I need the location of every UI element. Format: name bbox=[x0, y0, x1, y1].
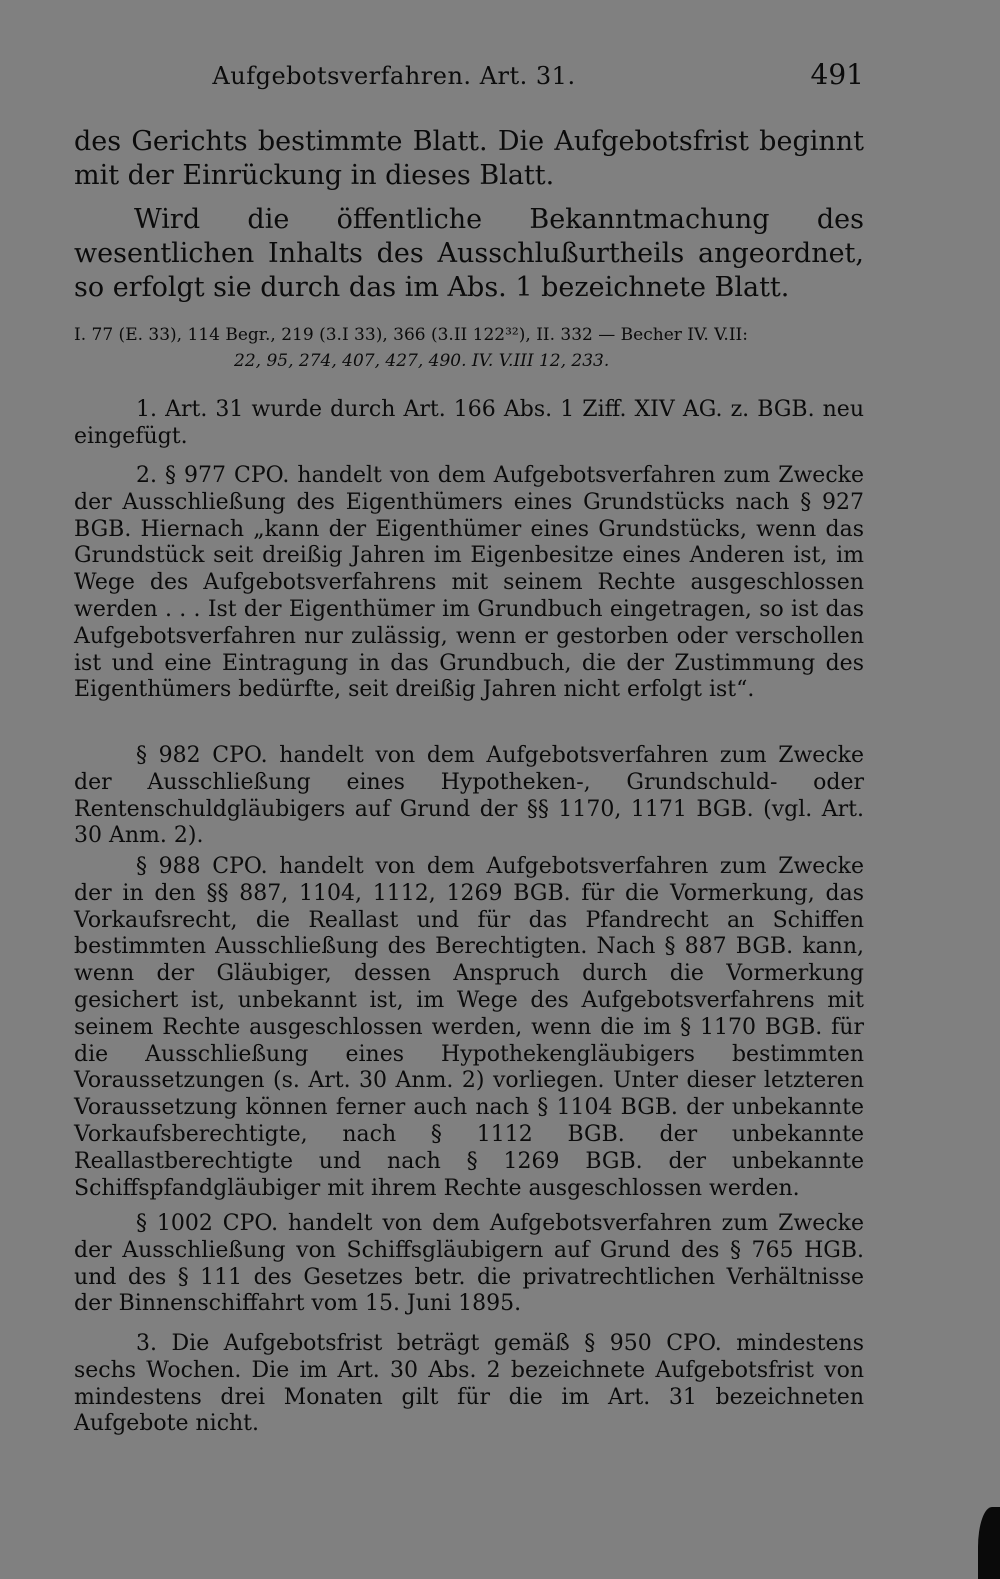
document-page bbox=[74, 0, 864, 1579]
note-2-section-1002: § 1002 CPO. handelt von dem Aufgebotsverfahren zum Zwecke der Ausschließung von Schiffsgläubigern auf Grund des § 765 HGB. und des § 111 des Gesetzes betr. die privatrechtlichen Verhältnisse der Binnenschiffahrt vom 15. Juni 1895. bbox=[74, 1211, 864, 1317]
note-1: 1. Art. 31 wurde durch Art. 166 Abs. 1 Ziff. XIV AG. z. BGB. neu eingefügt. bbox=[74, 397, 864, 449]
page-number: 491 bbox=[810, 58, 864, 91]
note-3: 3. Die Aufgebotsfrist beträgt gemäß § 950 CPO. mindestens sechs Wochen. Die im Art. 30 Abs. 2 bezeichnete Aufgebotsfrist von mindestens drei Monaten gilt für die im Art. 31 bezeichneten Aufgebote nicht. bbox=[74, 1331, 864, 1437]
references-line-1: I. 77 (E. 33), 114 Begr., 219 (3.I 33), 366 (3.II 122³²), II. 332 — Becher IV. V.II: bbox=[74, 325, 748, 345]
references-line-2: 22, 95, 274, 407, 427, 490. IV. V.III 12, 233. bbox=[234, 351, 610, 371]
body-paragraph-2: Wird die öffentliche Bekanntmachung des wesentlichen Inhalts des Ausschlußurtheils angeordnet, so erfolgt sie durch das im Abs. 1 bezeichnete Blatt. bbox=[74, 204, 864, 303]
note-2-section-982: § 982 CPO. handelt von dem Aufgebotsverfahren zum Zwecke der Ausschließung eines Hypotheken-, Grundschuld- oder Rentenschuldgläubigers auf Grund der §§ 1170, 1171 BGB. (vgl. Art. 30 Anm. 2). bbox=[74, 743, 864, 849]
note-2-section-988: § 988 CPO. handelt von dem Aufgebotsverfahren zum Zwecke der in den §§ 887, 1104, 1112, 1269 BGB. für die Vormerkung, das Vorkaufsrecht, die Reallast und für das Pfandrecht an Schiffen bestimmten Ausschließung des Berechtigten. Nach § 887 BGB. kann, wenn der Gläubiger, dessen Anspruch durch die Vormerkung gesichert ist, unbekannt ist, im Wege des Aufgebotsverfahrens mit seinem Rechte ausgeschlossen werden, wenn die im § 1170 BGB. für die Ausschließung eines Hypothekengläubigers bestimmten Voraussetzungen (s. Art. 30 Anm. 2) vorliegen. Unter dieser letzteren Voraussetzung können ferner auch nach § 1104 BGB. der unbekannte Vorkaufsberechtigte, nach § 1112 BGB. der unbekannte Reallastberechtigte und nach § 1269 BGB. der unbekannte Schiffspfandgläubiger mit ihrem Rechte ausgeschlossen werden. bbox=[74, 854, 864, 1201]
references bbox=[74, 322, 864, 374]
page-edge-shadow bbox=[978, 1507, 1000, 1579]
body-paragraph-1: des Gerichts bestimmte Blatt. Die Aufgebotsfrist beginnt mit der Einrückung in dieses Blatt. bbox=[74, 126, 864, 191]
running-head bbox=[74, 58, 864, 98]
running-title: Aufgebotsverfahren. Art. 31. bbox=[212, 62, 576, 90]
note-2: 2. § 977 CPO. handelt von dem Aufgebotsverfahren zum Zwecke der Ausschließung des Eigenthümers eines Grundstücks nach § 927 BGB. Hiernach „kann der Eigenthümer eines Grundstücks, wenn das Grundstück seit dreißig Jahren im Eigenbesitze eines Anderen ist, im Wege des Aufgebotsverfahrens mit seinem Rechte ausgeschlossen werden . . . Ist der Eigenthümer im Grundbuch eingetragen, so ist das Aufgebotsverfahren nur zulässig, wenn er gestorben oder verschollen ist und eine Eintragung in das Grundbuch, die der Zustimmung des Eigenthümers bedürfte, seit dreißig Jahren nicht erfolgt ist“. bbox=[74, 463, 864, 703]
